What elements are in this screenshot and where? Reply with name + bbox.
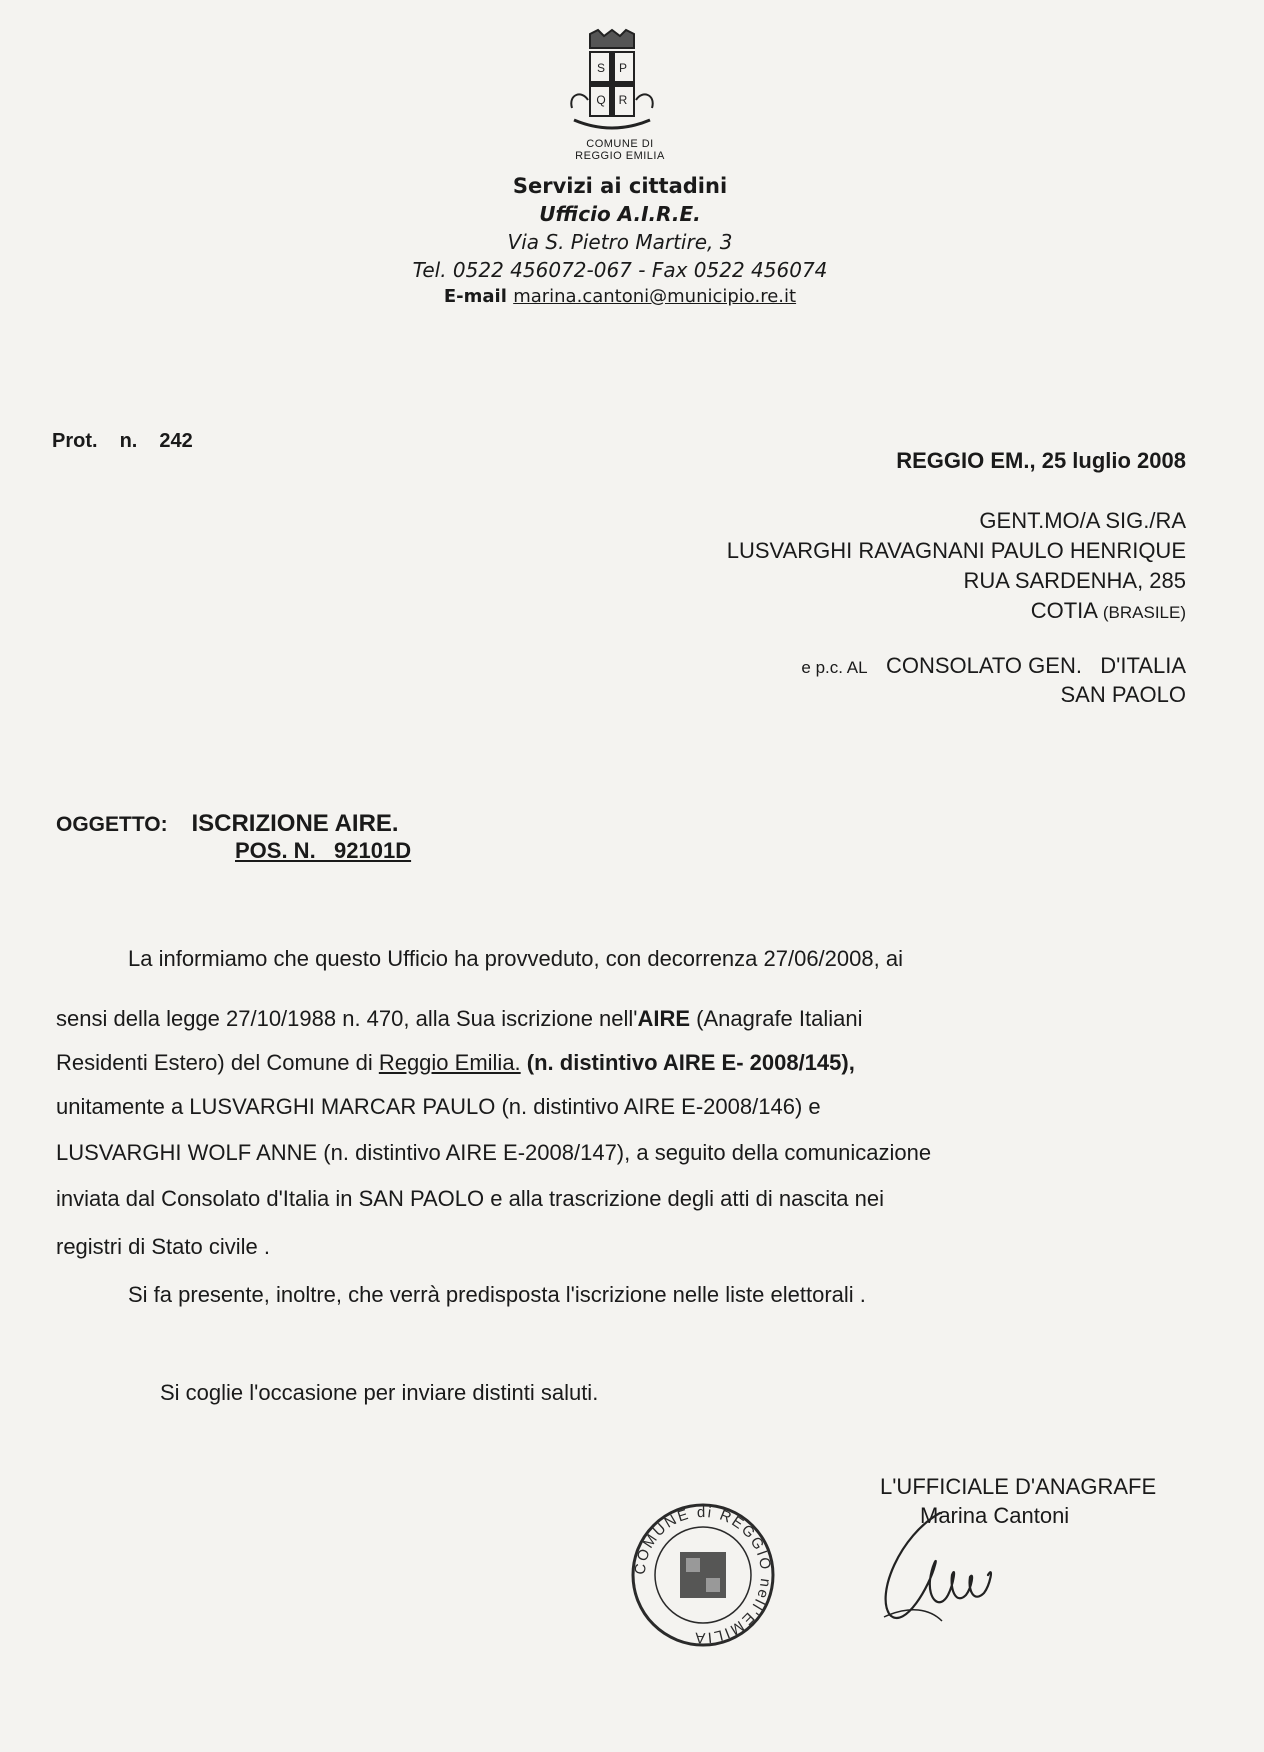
subject-line [56,810,399,838]
crest-letter-q: Q [596,93,606,107]
protocol-prefix: Prot. [52,430,98,452]
body-line-3a: Residenti Estero) del Comune di [56,1050,379,1075]
crest-letter-r: R [618,93,628,107]
body-line-2a: sensi della legge 27/10/1988 n. 470, alla Sua iscrizione nell' [56,1006,638,1031]
comune-name [380,138,860,162]
body-line-7: registri di Stato civile . [56,1234,270,1259]
office-address: Via S. Pietro Martire, 3 [507,230,733,254]
closing-line: Si coglie l'occasione per inviare distinti saluti. [160,1380,599,1405]
subject-position: POS. N. 92101D [235,838,412,863]
protocol-n: n. [119,430,138,452]
crest-letter-s: S [596,61,606,75]
recipient-city-name: COTIA [1030,598,1097,623]
comune-line1: COMUNE DI [586,138,654,150]
body-line-3 [56,1048,1186,1078]
protocol-value: 242 [159,430,193,452]
handwritten-signature [870,1505,1050,1635]
cc-city: SAN PAOLO [1060,682,1186,707]
department-name: Servizi ai cittadini [512,174,728,198]
body-line-5: LUSVARGHI WOLF ANNE (n. distintivo AIRE E-2008/147), a seguito della comunicazione [56,1140,932,1165]
email-label: E-mail [443,286,507,307]
comune-crest-logo [564,28,660,150]
cc-country: D'ITALIA [1100,653,1186,678]
office-name: Ufficio A.I.R.E. [539,202,701,226]
cc-office: CONSOLATO GEN. [885,653,1082,678]
body-distintivo-bold: (n. distintivo AIRE E- 2008/145), [520,1050,855,1075]
protocol-number [52,430,215,453]
body-line-1: La informiamo che questo Ufficio ha provveduto, con decorrenza 27/06/2008, ai [128,946,903,971]
letter-date: REGGIO EM., 25 luglio 2008 [896,448,1186,473]
official-stamp [628,1500,778,1650]
recipient-city [1031,596,1186,628]
comune-line2: REGGIO EMILIA [575,150,665,162]
recipient-street: RUA SARDENHA, 285 [963,568,1186,593]
signatory-name: Marina Cantoni [920,1503,1070,1528]
subject-title: ISCRIZIONE AIRE. [191,810,399,837]
email-link[interactable]: marina.cantoni@municipio.re.it [513,286,797,307]
signatory-title: L'UFFICIALE D'ANAGRAFE [880,1474,1157,1499]
body-line-8: Si fa presente, inoltre, che verrà predisposta l'iscrizione nelle liste elettorali . [128,1282,866,1307]
stamp-text: COMUNE di REGGIO nell'EMILIA [631,1503,775,1647]
recipient-salutation: GENT.MO/A SIG./RA [979,508,1186,533]
cc-prefix: e p.c. AL [801,658,868,677]
office-phone: Tel. 0522 456072-067 - Fax 0522 456074 [412,258,828,282]
recipient-country: (BRASILE) [1102,603,1186,622]
body-line-6: inviata dal Consolato d'Italia in SAN PAOLO e alla trascrizione degli atti di nascita nei [56,1186,885,1211]
body-aire-bold: AIRE [637,1006,691,1031]
recipient-name: LUSVARGHI RAVAGNANI PAULO HENRIQUE [726,538,1186,563]
body-line-2c: (Anagrafe Italiani [690,1006,863,1031]
body-line-2 [56,1004,1186,1034]
body-line-4: unitamente a LUSVARGHI MARCAR PAULO (n. distintivo AIRE E-2008/146) e [56,1094,821,1119]
subject-label: OGGETTO: [56,813,168,836]
body-comune-underlined: Reggio Emilia. [378,1050,521,1075]
cc-line [801,651,1186,683]
crest-letter-p: P [618,61,628,75]
office-email [380,286,860,307]
